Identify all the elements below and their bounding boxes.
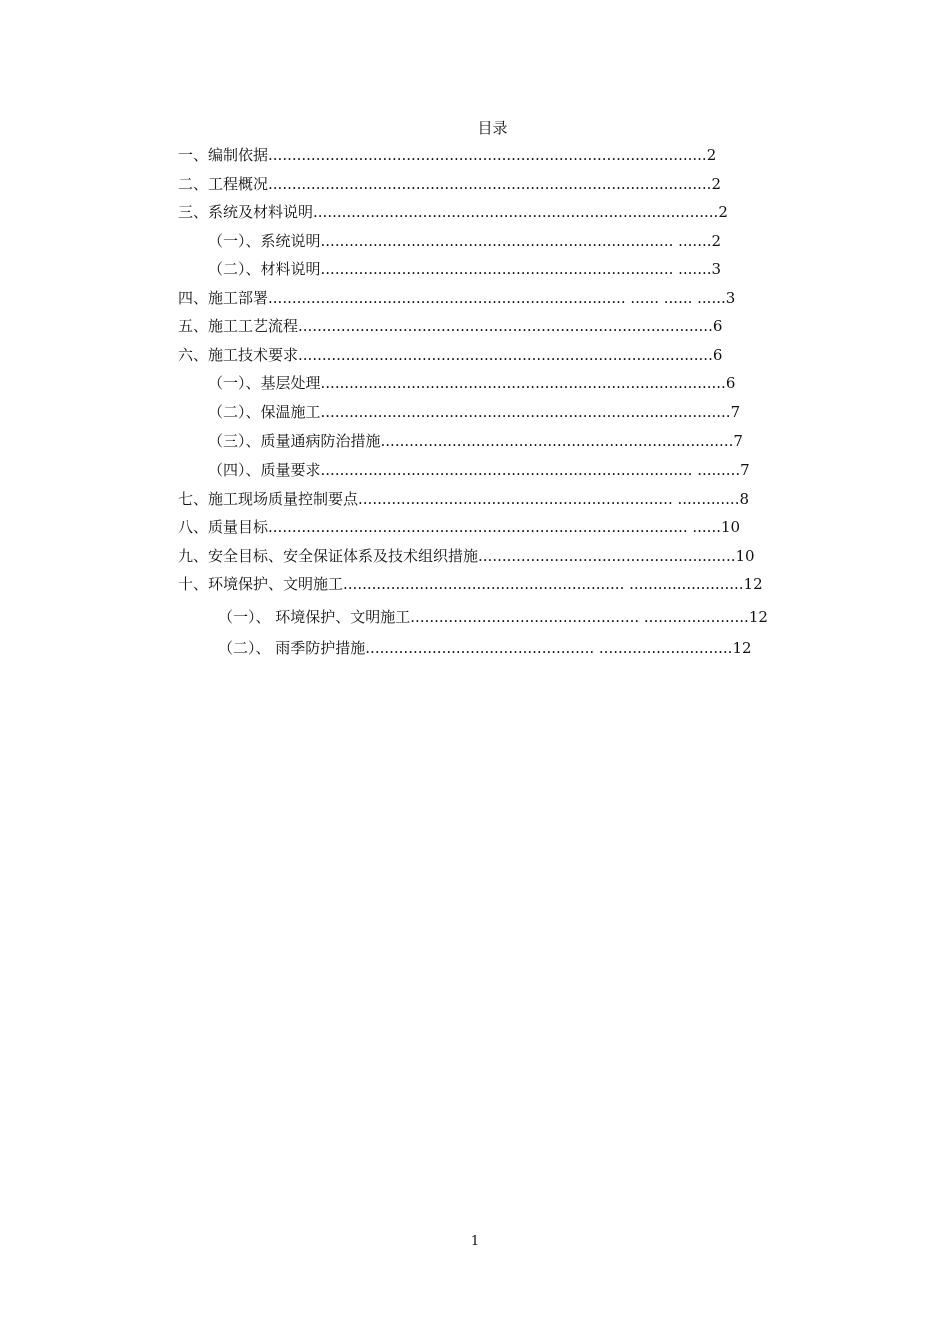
toc-entry-leader: ............................................................................................. [268,175,712,193]
toc-entry[interactable] [178,516,740,538]
toc-entry-leader: .......................................................................... ....... [320,260,712,278]
toc-entry[interactable] [208,258,731,280]
toc-entry-leader: ...................................................... [478,547,736,565]
toc-entry-label: 四、施工部署 [178,289,269,307]
toc-entry-leader: ........................................................................................ ...... [268,518,721,536]
toc-entry-page: 6 [712,346,723,364]
toc-entry[interactable] [178,144,718,166]
toc-entry-leader: ........................................................... ........................ [343,575,744,593]
toc-entry-label: （一）、系统说明 [208,232,321,250]
toc-entry-page: 6 [725,374,736,392]
toc-entry[interactable] [178,488,751,510]
toc-entry-label: 二、工程概况 [178,175,269,193]
toc-entry[interactable] [208,230,731,252]
toc-entry-label: 一、编制依据 [178,146,269,164]
toc-entry-page: 3 [711,260,722,278]
toc-entry-leader: ....................................................................................... [298,317,713,335]
toc-entry-page: 12 [743,575,763,593]
toc-entry[interactable] [178,201,731,223]
toc-entry[interactable] [208,459,753,481]
toc-entry-page: 3 [725,289,736,307]
toc-entry-page: 8 [739,490,750,508]
toc-entry-leader: ...................................................................................... [320,403,731,421]
toc-entry-leader: .............................................................................. ......... [320,461,741,479]
toc-entry-leader: ....................................................................................... [298,346,713,364]
toc-entry-label: （一）、 环境保护、文明施工 [218,608,411,626]
toc-entry-page: 7 [740,461,750,479]
toc-entry[interactable] [178,344,723,366]
toc-entry[interactable] [218,606,771,628]
toc-entry-page: 6 [712,317,723,335]
toc-entry-label: 六、施工技术要求 [178,346,299,364]
toc-entry-page: 2 [711,175,721,193]
toc-entry-page: 7 [730,403,741,421]
toc-entry[interactable] [208,372,740,394]
toc-entry[interactable] [178,287,736,309]
toc-entry-leader: ........................................................................... ...... ...... ...... [268,289,726,307]
toc-entry-page: 7 [733,432,743,450]
toc-entry-label: （三）、质量通病防治措施 [208,432,381,450]
toc-entry-leader: ..................................................................................... [313,203,719,221]
toc-title: 目录 [477,119,508,137]
toc-entry-leader: .......................................................................... [380,432,734,450]
toc-entry-page: 12 [748,608,768,626]
toc-entry-page: 2 [718,203,728,221]
toc-entry-label: 十、环境保护、文明施工 [178,575,344,593]
toc-entry-page: 2 [706,146,717,164]
toc-entry-label: （二）、材料说明 [208,260,321,278]
toc-entry-label: 八、质量目标 [178,518,269,536]
toc-entry[interactable] [208,430,748,452]
page-number: 1 [470,1234,480,1249]
toc-entry[interactable] [178,545,761,567]
toc-entry-page: 10 [735,547,755,565]
toc-entry-page: 2 [711,232,722,250]
toc-entry-label: 三、系统及材料说明 [178,203,314,221]
toc-entry-label: （二）、 雨季防护措施 [218,639,366,657]
toc-entry[interactable] [178,173,726,195]
toc-entry-leader: ............................................................................................ [268,146,707,164]
toc-entry-label: （四）、质量要求 [208,461,321,479]
toc-entry-label: （一）、基层处理 [208,374,321,392]
toc-entry-leader: .................................................................. ............. [358,490,740,508]
toc-entry-label: 七、施工现场质量控制要点 [178,490,359,508]
toc-entry-label: （二）、保温施工 [208,403,321,421]
toc-entry-page: 10 [720,518,740,536]
toc-entry[interactable] [178,573,766,595]
toc-entry[interactable] [178,315,723,337]
toc-entry[interactable] [208,401,745,423]
toc-entry-label: 九、安全目标、安全保证体系及技术组织措施 [178,547,479,565]
toc-entry-leader: .......................................................................... ....... [320,232,712,250]
toc-entry-label: 五、施工工艺流程 [178,317,299,335]
toc-entry[interactable] [218,637,753,659]
toc-entry-page: 12 [732,639,752,657]
toc-entry-leader: ................................................ ............................ [365,639,733,657]
toc-entry-leader: ..................................................................................... [320,374,726,392]
toc-entry-leader: ................................................ ...................... [410,608,749,626]
